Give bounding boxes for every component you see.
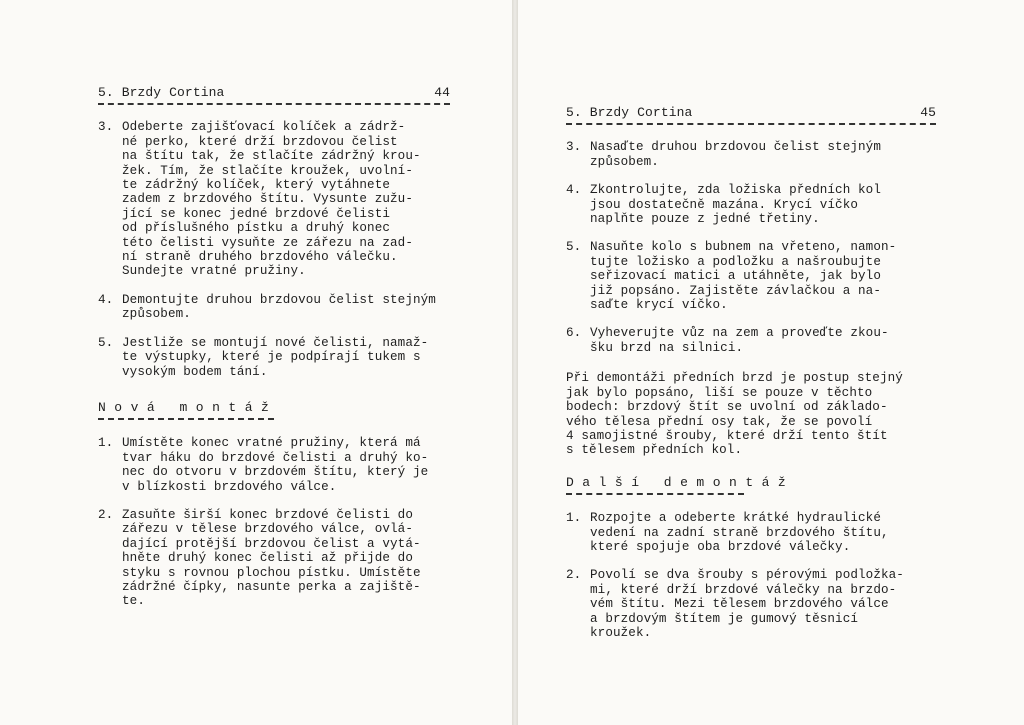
- right-page-content: [566, 106, 936, 640]
- item-number: 4.: [98, 292, 114, 307]
- item-text: Zkontrolujte, zda ložiska předních kol jsou dostatečně mazána. Krycí víčko naplňte pouze z jedné třetiny.: [590, 183, 881, 227]
- item-text: Demontujte druhou brzdovou čelist stejným způsobem.: [122, 292, 436, 322]
- header-title: 5. Brzdy Cortina: [98, 85, 225, 100]
- section-heading: Nová montáž: [98, 399, 278, 415]
- list-item: [566, 240, 936, 312]
- item-text: Nasuňte kolo s bubnem na vřeteno, namon- tujte ložisko a podložku a našroubujte seřizovací matici a utáhněte, jak bylo již popsáno. Zajistěte závlačkou a na- saďte krycí víčko.: [590, 240, 897, 313]
- list-item: [566, 326, 936, 355]
- item-number: 1.: [98, 436, 114, 451]
- section-heading-divider: [98, 418, 274, 420]
- list-item: [98, 120, 450, 278]
- item-text: Umístěte konec vratné pružiny, která má tvar háku do brzdové čelisti a druhý ko- nec do otvoru v brzdovém štítu, který je v blízkosti brzdového válce.: [122, 436, 429, 494]
- item-text: Zasuňte širší konec brzdové čelisti do zářezu v tělese brzdového válce, ovlá- dající protější brzdovou čelist a vytá- hněte druhý konec čelisti až přijde do styku s rovnou plochou pístku. Umístěte zádržné čípky, nasunte perka a zajiště- te.: [122, 507, 421, 609]
- item-text: Povolí se dva šrouby s pérovými podložka- mi, které drží brzdové válečky na brzdo- vém štítu. Mezi tělesem brzdového válce a brzdovým štítem je gumový těsnicí kroužek.: [590, 568, 904, 640]
- item-number: 6.: [566, 326, 582, 341]
- section-heading-divider: [566, 493, 744, 495]
- list-item: [98, 436, 450, 494]
- item-text: Rozpojte a odeberte krátké hydraulické vedení na zadní straně brzdového štítu, které spojuje oba brzdové válečky.: [590, 511, 889, 554]
- header-divider: [566, 123, 936, 125]
- item-text: Jestliže se montují nové čelisti, namaž- te výstupky, které je podpírají tukem s vysokým bodem tání.: [122, 335, 429, 379]
- item-text: Nasaďte druhou brzdovou čelist stejným způsobem.: [590, 140, 881, 169]
- page-header: [566, 106, 936, 120]
- page-header: [98, 86, 450, 100]
- item-number: 1.: [566, 511, 582, 526]
- left-page-content: [98, 86, 450, 609]
- section-heading: Další demontáž: [566, 474, 795, 490]
- header-title: 5. Brzdy Cortina: [566, 105, 693, 120]
- item-number: 5.: [566, 240, 582, 255]
- list-item: [98, 293, 450, 322]
- header-divider: [98, 103, 450, 105]
- page-number: 44: [434, 85, 450, 100]
- list-item: [566, 140, 936, 169]
- item-number: 2.: [98, 507, 114, 522]
- list-item: [98, 336, 450, 379]
- right-page: [518, 0, 1024, 725]
- item-text: Vyheverujte vůz na zem a proveďte zkou- šku brzd na silnici.: [590, 326, 889, 355]
- item-number: 5.: [98, 335, 114, 350]
- item-number: 3.: [566, 140, 582, 155]
- list-item: [566, 183, 936, 226]
- body-paragraph: Při demontáži předních brzd je postup stejný jak bylo popsáno, liší se pouze v těchto bodech: brzdový štít se uvolní od základo- vého tělesa přední osy tak, že se povolí 4 samojistné šrouby, které drží tento štít s tělesem předních kol.: [566, 371, 903, 458]
- item-number: 4.: [566, 183, 582, 198]
- list-item: [566, 511, 936, 554]
- item-number: 3.: [98, 120, 114, 135]
- item-number: 2.: [566, 568, 582, 583]
- list-item: [98, 508, 450, 609]
- page-number: 45: [920, 105, 936, 120]
- item-text: Odeberte zajišťovací kolíček a zádrž- né perko, které drží brzdovou čelist na štítu tak, že stlačíte zádržný krou- žek. Tím, že stlačíte kroužek, uvolní- te zádržný kolíček, který vytáhnete zadem z brzdového štítu. Vysunte zužu- jící se konec jedné brzdové čelisti od příslušného pístku a druhý konec této čelisti vysuňte ze zářezu na zad- ní straně druhého brzdového válečku. Sundejte vratné pružiny.: [122, 120, 421, 279]
- list-item: [566, 568, 936, 640]
